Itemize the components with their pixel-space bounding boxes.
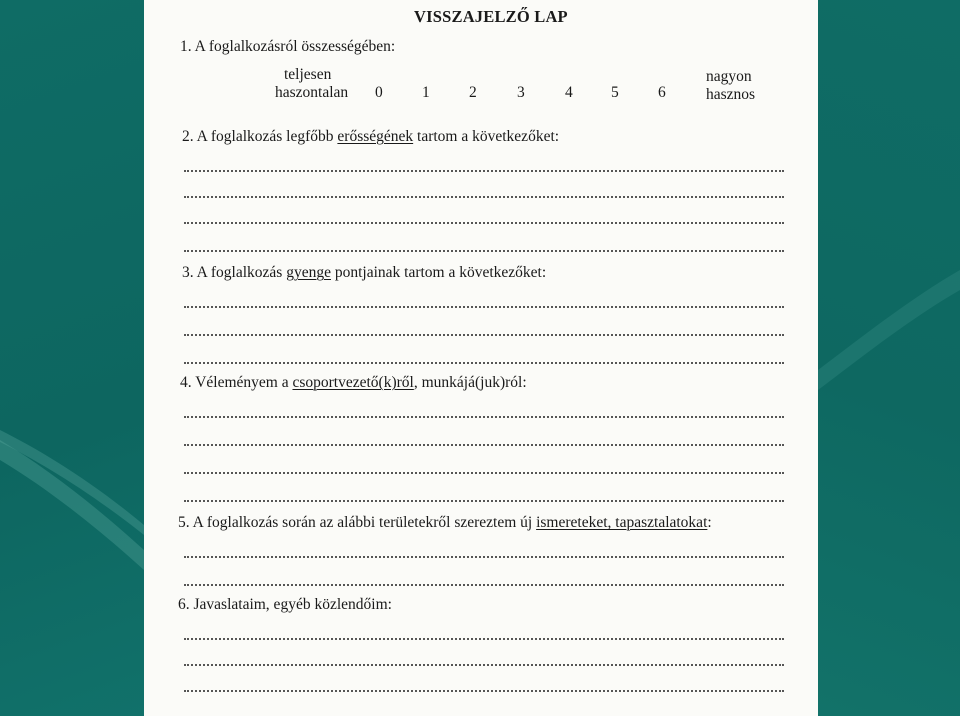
answer-line[interactable] [184, 500, 784, 502]
feedback-form-sheet [144, 0, 818, 716]
answer-line[interactable] [184, 444, 784, 446]
question-1: 1. A foglalkozásról összességében: [180, 38, 396, 55]
form-title: VISSZAJELZŐ LAP [414, 7, 568, 26]
answer-line[interactable] [184, 250, 784, 252]
question-4-suffix: , munkájá(juk)ról: [413, 374, 527, 391]
scale-left-label-top: teljesen [284, 66, 332, 83]
question-4 [180, 374, 527, 392]
answer-line[interactable] [184, 306, 784, 308]
question-3-prefix: 3. A foglalkozás [182, 264, 287, 281]
question-2 [182, 128, 559, 146]
question-4-emphasis: csoportvezető(k)ről [292, 374, 414, 391]
answer-line[interactable] [184, 334, 784, 336]
answer-line[interactable] [184, 638, 784, 640]
question-2-suffix: tartom a következőket: [413, 128, 560, 145]
answer-line[interactable] [184, 556, 784, 558]
question-3-emphasis: gyenge [286, 264, 331, 281]
answer-line[interactable] [184, 196, 784, 198]
left-teal-panel [0, 0, 144, 716]
scale-value-6[interactable]: 6 [658, 84, 666, 101]
question-5-suffix: : [707, 514, 712, 531]
answer-line[interactable] [184, 416, 784, 418]
question-5-prefix: 5. A foglalkozás során az alábbi területekről szereztem új [178, 514, 537, 531]
question-5 [178, 514, 712, 532]
answer-line[interactable] [184, 472, 784, 474]
answer-line[interactable] [184, 584, 784, 586]
question-4-prefix: 4. Véleményem a [180, 374, 293, 391]
answer-line[interactable] [184, 170, 784, 172]
question-5-emphasis: ismereteket, tapasztalatokat [536, 514, 708, 531]
question-3-suffix: pontjainak tartom a következőket: [330, 264, 547, 281]
answer-line[interactable] [184, 690, 784, 692]
scale-right-label-top: nagyon [706, 68, 752, 85]
scale-value-0[interactable]: 0 [375, 84, 383, 101]
scale-value-3[interactable]: 3 [517, 84, 525, 101]
left-decorative-swoosh [0, 430, 144, 570]
scale-value-2[interactable]: 2 [469, 84, 477, 101]
answer-line[interactable] [184, 362, 784, 364]
question-3 [182, 264, 546, 282]
question-6: 6. Javaslataim, egyéb közlendőim: [178, 596, 392, 613]
scale-left-label-bottom: haszontalan [275, 84, 349, 101]
scale-value-5[interactable]: 5 [611, 84, 619, 101]
scale-right-label-bottom: hasznos [706, 86, 756, 103]
question-2-emphasis: erősségének [337, 128, 414, 145]
question-2-prefix: 2. A foglalkozás legfőbb [182, 128, 338, 145]
right-teal-panel [818, 0, 960, 716]
scale-value-4[interactable]: 4 [565, 84, 573, 101]
right-decorative-swoosh [818, 250, 960, 410]
scale-value-1[interactable]: 1 [422, 84, 430, 101]
answer-line[interactable] [184, 222, 784, 224]
answer-line[interactable] [184, 664, 784, 666]
